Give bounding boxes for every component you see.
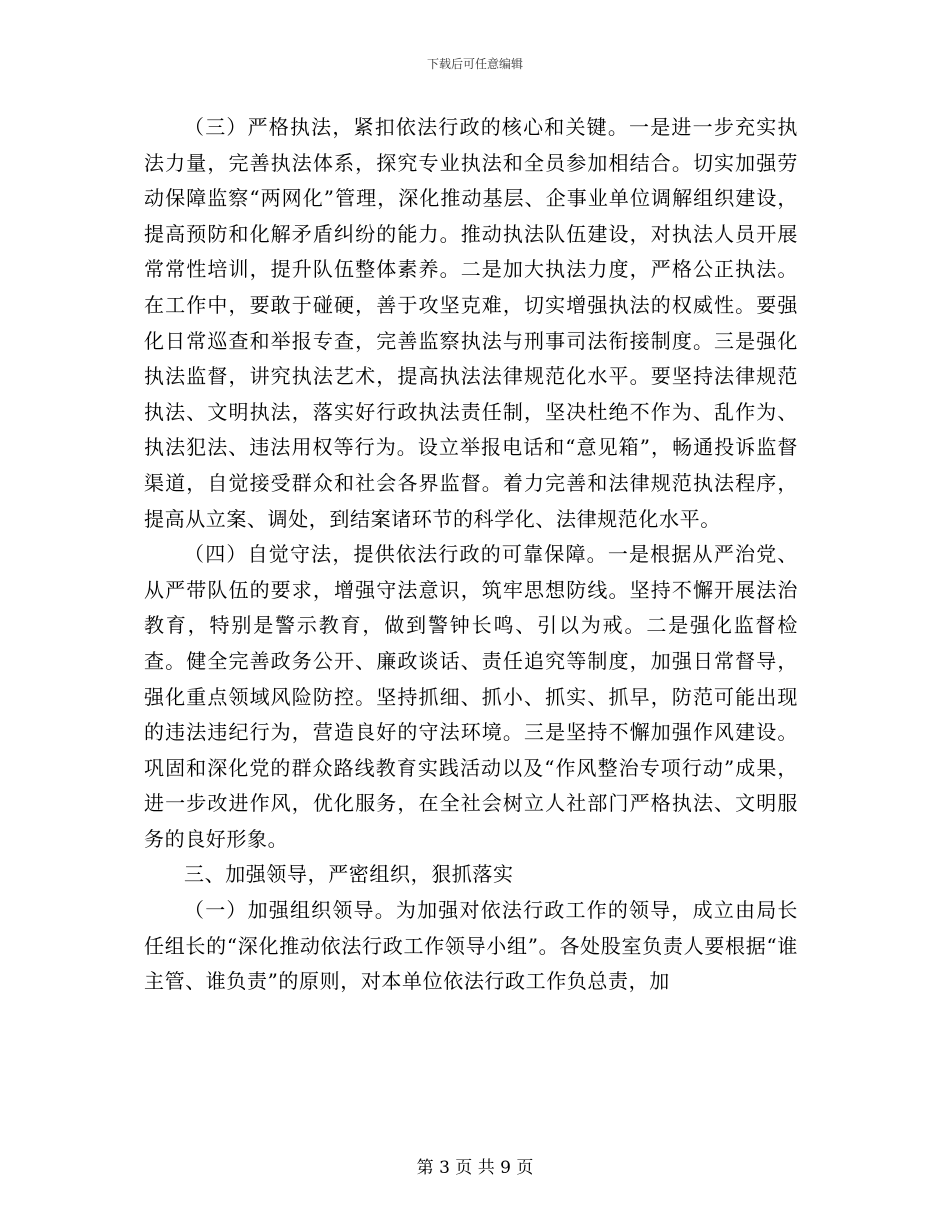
page-number: 第 3 页 共 9 页 (416, 1158, 534, 1178)
paragraph-organization-leadership: （一）加强组织领导。为加强对依法行政工作的领导，成立由局长任组长的“深化推动依法行政工作领导小组”。各处股室负责人要根据“谁主管、谁负责”的原则，对本单位依法行政工作负总责，加 (144, 898, 798, 994)
document-body (144, 110, 798, 1000)
paragraph-law-abiding: （四）自觉守法，提供依法行政的可靠保障。一是根据从严治党、从严带队伍的要求，增强守法意识，筑牢思想防线。坚持不懈开展法治教育，特别是警示教育，做到警钟长鸣、引以为戒。二是强化监督检查。健全完善政务公开、廉政谈话、责任追究等制度，加强日常督导，强化重点领域风险防控。坚持抓细、抓小、抓实、抓早，防范可能出现的违法违纪行为，营造良好的守法环境。三是坚持不懈加强作风建设。巩固和深化党的群众路线教育实践活动以及“作风整治专项行动”成果，进一步改进作风，优化服务，在全社会树立人社部门严格执法、文明服务的良好形象。 (144, 542, 798, 851)
section-heading: 三、加强领导，严密组织，狠抓落实 (184, 862, 514, 887)
paragraph-strict-enforcement: （三）严格执法，紧扣依法行政的核心和关键。一是进一步充实执法力量，完善执法体系，探究专业执法和全员参加相结合。切实加强劳动保障监察“两网化”管理，深化推动基层、企事业单位调解组织建设，提高预防和化解矛盾纠纷的能力。推动执法队伍建设，对执法人员开展常常性培训，提升队伍整体素养。二是加大执法力度，严格公正执法。在工作中，要敢于碰硬，善于攻坚克难，切实增强执法的权威性。要强化日常巡查和举报专查，完善监察执法与刑事司法衔接制度。三是强化执法监督，讲究执法艺术，提高执法法律规范化水平。要坚持法律规范执法、文明执法，落实好行政执法责任制，坚决杜绝不作为、乱作为、执法犯法、违法用权等行为。设立举报电话和“意见箱”，畅通投诉监督渠道，自觉接受群众和社会各界监督。着力完善和法律规范执法程序，提高从立案、调处，到结案诸环节的科学化、法律规范化水平。 (144, 115, 798, 531)
page-header: 下载后可任意编辑 (426, 57, 523, 71)
